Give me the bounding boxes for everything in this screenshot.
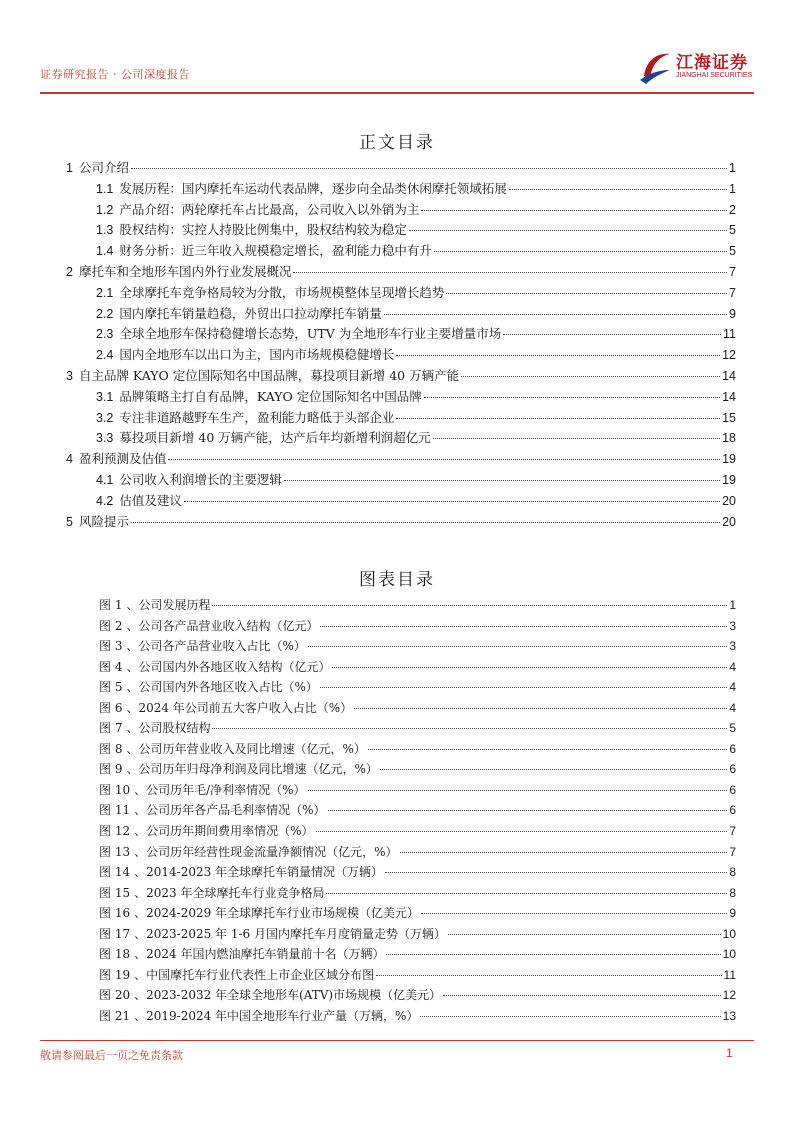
dot-leader <box>461 376 720 377</box>
dot-leader <box>421 913 727 914</box>
figure-entry[interactable] <box>99 944 736 965</box>
toc-entry-number: 1 <box>66 161 73 175</box>
toc-entry-number: 5 <box>66 514 73 529</box>
dot-leader <box>168 459 720 460</box>
dot-leader <box>380 769 727 770</box>
toc-entry-title: 全球全地形车保持稳健增长态势，UTV 为全地形车行业主要增量市场 <box>119 326 502 342</box>
figure-entry[interactable] <box>99 698 736 719</box>
toc-entry-number: 2 <box>66 264 73 279</box>
dot-leader <box>320 687 727 688</box>
figure-entry-page: 6 <box>729 782 736 797</box>
figure-entry-number: 图 10 <box>99 782 131 797</box>
toc-entry-page: 20 <box>722 514 736 529</box>
toc-entry-title: 公司收入利润增长的主要逻辑 <box>119 471 282 487</box>
dot-leader <box>509 189 727 190</box>
dot-leader <box>184 501 720 502</box>
figure-entry-number: 图 20 <box>99 988 131 1003</box>
figure-entry-title: 、2024-2029 年全球摩托车行业市场规模（亿美元） <box>134 906 420 921</box>
logo-subtitle: JIANGHAI SECURITIES <box>676 72 753 79</box>
figure-entry[interactable] <box>99 1006 736 1027</box>
toc-entry-title: 风险提示 <box>78 513 129 529</box>
figure-entry-number: 图 11 <box>99 803 131 818</box>
dot-leader <box>384 314 727 315</box>
figure-entry-number: 图 21 <box>99 1008 131 1023</box>
dot-leader <box>284 480 720 481</box>
figure-entry-number: 图 17 <box>99 926 131 941</box>
toc-entry-number: 1.4 <box>96 244 114 259</box>
disclaimer-note: 敬请参阅最后一页之免责条款 <box>40 1049 183 1062</box>
toc-entry-number: 1.2 <box>96 202 114 217</box>
toc-entry[interactable] <box>66 366 736 387</box>
toc-entry[interactable] <box>66 449 736 470</box>
figure-entry[interactable] <box>99 842 736 863</box>
figure-entry[interactable] <box>99 985 736 1006</box>
figure-entry-page: 6 <box>729 803 736 818</box>
figure-entry-title: 、公司国内外各地区收入占比（%） <box>126 680 318 695</box>
figure-entry[interactable] <box>99 636 736 657</box>
dot-leader <box>131 522 720 523</box>
dot-leader <box>400 852 728 853</box>
dot-leader <box>503 334 721 335</box>
figure-entry-title: 、公司发展历程 <box>126 598 211 612</box>
dot-leader <box>385 872 727 873</box>
toc-entry[interactable] <box>66 428 736 449</box>
toc-entry[interactable] <box>66 241 736 262</box>
figure-entry-page: 8 <box>729 865 736 880</box>
toc-entry-page: 1 <box>729 161 736 175</box>
dot-leader <box>420 1016 720 1017</box>
toc-entry-title: 全球摩托车竞争格局较为分散，市场规模整体呈现增长趋势 <box>119 284 445 300</box>
toc-entry-title: 公司介绍 <box>78 160 129 175</box>
figure-entry-page: 6 <box>729 762 736 777</box>
figure-entry[interactable] <box>99 821 736 842</box>
dot-leader <box>308 790 728 791</box>
toc-entry-title: 自主品牌 KAYO 定位国际知名中国品牌，募投项目新增 40 万辆产能 <box>78 367 460 383</box>
figure-entry[interactable] <box>99 924 736 945</box>
toc-entry[interactable] <box>66 304 736 325</box>
toc-entry[interactable] <box>66 262 736 283</box>
dot-leader <box>433 438 720 439</box>
figure-entry-number: 图 9 <box>99 762 123 777</box>
figure-entry-title: 、公司历年归母净利润及同比增速（亿元，%） <box>126 762 378 777</box>
figure-entry[interactable] <box>99 780 736 801</box>
figure-entry[interactable] <box>99 759 736 780</box>
figure-entry-title: 、公司股权结构 <box>126 721 211 736</box>
figure-entry-number: 图 13 <box>99 844 131 859</box>
toc-entry-page: 11 <box>723 327 736 342</box>
toc-entry-page: 18 <box>722 431 736 446</box>
figure-entry-number: 图 19 <box>99 967 131 982</box>
figure-entry-title: 、2014-2023 年全球摩托车销量情况（万辆） <box>134 865 384 880</box>
toc-entry-title: 品牌策略主打自有品牌，KAYO 定位国际知名中国品牌 <box>119 388 422 404</box>
dot-leader <box>320 626 727 627</box>
toc-entry-page: 19 <box>722 472 736 487</box>
toc-entry[interactable] <box>66 408 736 429</box>
toc-entry-title: 估值及建议 <box>119 492 182 508</box>
toc-entry-title: 募投项目新增 40 万辆产能，达产后年均新增利润超亿元 <box>119 430 431 446</box>
figure-entry-title: 、2023 年全球摩托车行业竞争格局 <box>134 885 325 900</box>
figure-entry-page: 13 <box>722 1008 736 1023</box>
figure-entry-number: 图 4 <box>99 659 123 674</box>
dot-leader <box>448 934 721 935</box>
dot-leader <box>212 605 727 606</box>
toc-entry-page: 14 <box>722 368 736 383</box>
figure-entry-page: 7 <box>729 844 736 859</box>
figure-entry[interactable] <box>99 862 736 883</box>
figure-entry-number: 图 14 <box>99 865 131 880</box>
toc-entry-page: 12 <box>722 348 736 363</box>
toc-entry-page: 1 <box>729 181 736 196</box>
toc-title: 正文目录 <box>359 133 435 153</box>
toc-entry[interactable] <box>66 283 736 304</box>
figure-entry-page: 7 <box>729 824 736 839</box>
figure-entry[interactable] <box>99 616 736 637</box>
figure-entry-number: 图 7 <box>99 721 123 736</box>
toc-entry-page: 2 <box>729 202 736 217</box>
figure-entry-page: 10 <box>722 947 736 962</box>
toc-entry-page: 7 <box>729 264 736 279</box>
toc-entry-page: 20 <box>722 493 736 508</box>
figure-entry-page: 11 <box>723 967 736 982</box>
logo-mark-icon <box>636 48 674 86</box>
toc-entry[interactable] <box>66 324 736 345</box>
toc-entry-number: 2.4 <box>96 348 114 363</box>
toc-entry[interactable] <box>66 512 736 533</box>
toc-entry-page: 5 <box>729 223 736 238</box>
figure-entry-page: 1 <box>729 598 736 612</box>
figure-entry-page: 6 <box>729 741 736 756</box>
dot-leader <box>409 230 727 231</box>
figure-entry-number: 图 12 <box>99 824 131 839</box>
toc-entry-number: 3.1 <box>96 389 114 404</box>
toc-entry-page: 14 <box>722 389 736 404</box>
dot-leader <box>424 397 720 398</box>
figure-entry-number: 图 6 <box>99 700 123 715</box>
toc-entry-number: 2.3 <box>96 327 114 342</box>
dot-leader <box>386 954 720 955</box>
toc-entry-title: 盈利预测及估值 <box>78 451 167 467</box>
dot-leader <box>326 893 727 894</box>
toc-entry-number: 3.2 <box>96 410 114 425</box>
figure-entry[interactable] <box>99 903 736 924</box>
figure-entry-title: 、2023-2032 年全球全地形车(ATV)市场规模（亿美元） <box>134 988 442 1003</box>
figure-entry-title: 、公司国内外各地区收入结构（亿元） <box>126 659 331 674</box>
figure-entry-title: 、公司历年经营性现金流量净额情况（亿元，%） <box>134 844 398 859</box>
toc-entry-title: 产品介绍：两轮摩托车占比最高，公司收入以外销为主 <box>119 201 420 217</box>
toc-entry[interactable] <box>66 470 736 491</box>
toc-entry[interactable] <box>66 158 736 179</box>
figure-entry[interactable] <box>99 739 736 760</box>
figure-entry-page: 8 <box>729 885 736 900</box>
figure-entry[interactable] <box>99 657 736 678</box>
toc-entry[interactable] <box>66 200 736 221</box>
toc-entry-title: 专注非道路越野车生产，盈利能力略低于头部企业 <box>119 409 395 425</box>
toc-entry-number: 2.2 <box>96 306 114 321</box>
toc-entry-title: 财务分析：近三年收入规模稳定增长，盈利能力稳中有升 <box>119 243 432 259</box>
dot-leader <box>396 355 720 356</box>
toc-entry-number: 3.3 <box>96 431 114 446</box>
figure-entry-number: 图 8 <box>99 741 123 756</box>
dot-leader <box>368 749 727 750</box>
figure-entry[interactable] <box>99 595 736 616</box>
figure-entry[interactable] <box>99 718 736 739</box>
figure-entry-page: 9 <box>729 906 736 921</box>
toc-entry[interactable] <box>66 179 736 200</box>
dot-leader <box>421 210 727 211</box>
figure-entry-page: 3 <box>729 639 736 654</box>
toc-entry-number: 4 <box>66 452 73 467</box>
page-number: 1 <box>726 1046 733 1060</box>
dot-leader <box>332 667 727 668</box>
toc-entry-title: 国内摩托车销量趋稳，外贸出口拉动摩托车销量 <box>119 305 382 321</box>
figure-entry-title: 、2019-2024 年中国全地形车行业产量（万辆，%） <box>134 1008 419 1023</box>
figure-entry-title: 、公司各产品营业收入结构（亿元） <box>126 618 319 633</box>
toc-entry-page: 15 <box>722 410 736 425</box>
figure-entry[interactable] <box>99 883 736 904</box>
figure-entry-title: 、公司历年期间费用率情况（%） <box>134 824 314 839</box>
toc-entry-title: 摩托车和全地形车国内外行业发展概况 <box>78 263 292 279</box>
toc-entry-number: 4.1 <box>96 472 114 487</box>
figure-entry-title: 、2024 年国内燃油摩托车销量前十名（万辆） <box>134 947 385 962</box>
figure-entry-page: 4 <box>729 700 736 715</box>
toc-entry-title: 股权结构：实控人持股比例集中，股权结构较为稳定 <box>119 222 407 238</box>
dot-leader <box>446 293 727 294</box>
figure-entry-page: 4 <box>729 659 736 674</box>
figure-entry[interactable] <box>99 965 736 986</box>
figure-entry-title: 、2024 年公司前五大客户收入占比（%） <box>126 700 353 715</box>
figure-entry-number: 图 5 <box>99 680 123 695</box>
toc-entry[interactable] <box>66 220 736 241</box>
dot-leader <box>434 251 727 252</box>
figure-entry-number: 图 1 <box>99 598 123 612</box>
header-divider <box>40 92 754 94</box>
dot-leader <box>396 418 720 419</box>
toc-entry-page: 5 <box>729 244 736 259</box>
dot-leader <box>293 272 727 273</box>
dot-leader <box>376 975 721 976</box>
figure-entry-page: 10 <box>722 926 736 941</box>
toc-list <box>66 158 736 532</box>
toc-entry[interactable] <box>66 345 736 366</box>
figures-list <box>99 595 736 1026</box>
dot-leader <box>308 646 727 647</box>
dot-leader <box>212 728 727 729</box>
figure-entry-title: 、公司历年毛/净利率情况（%） <box>134 782 306 797</box>
footer-divider <box>40 1040 754 1041</box>
dot-leader <box>316 831 728 832</box>
report-type-label: 证券研究报告 · 公司深度报告 <box>40 68 190 81</box>
dot-leader <box>354 708 727 709</box>
figure-entry-title: 、公司历年各产品毛利率情况（%） <box>134 803 326 818</box>
figure-entry-page: 5 <box>729 721 736 736</box>
toc-entry[interactable] <box>66 387 736 408</box>
dot-leader <box>443 995 721 996</box>
company-logo <box>636 48 756 88</box>
toc-entry-title: 国内全地形车以出口为主，国内市场规模稳健增长 <box>119 347 395 363</box>
figure-entry-number: 图 18 <box>99 947 131 962</box>
figure-entry-number: 图 2 <box>99 618 123 633</box>
figures-title: 图表目录 <box>359 570 435 590</box>
figure-entry-page: 12 <box>722 988 736 1003</box>
figure-entry-title: 、公司历年营业收入及同比增速（亿元，%） <box>126 741 366 756</box>
toc-entry-number: 4.2 <box>96 493 114 508</box>
figure-entry-page: 4 <box>729 680 736 695</box>
dot-leader <box>131 168 727 169</box>
figure-entry-title: 、2023-2025 年 1-6 月国内摩托车月度销量走势（万辆） <box>134 926 446 941</box>
toc-entry-number: 1.3 <box>96 223 114 238</box>
toc-entry[interactable] <box>66 491 736 512</box>
figure-entry-number: 图 16 <box>99 906 131 921</box>
toc-entry-title: 发展历程：国内摩托车运动代表品牌，逐步向全品类休闲摩托领域拓展 <box>119 180 507 196</box>
figure-entry-number: 图 3 <box>99 639 123 654</box>
toc-entry-number: 2.1 <box>96 285 114 300</box>
toc-entry-page: 7 <box>729 285 736 300</box>
toc-entry-number: 1.1 <box>96 181 114 196</box>
figure-entry-page: 3 <box>729 618 736 633</box>
figure-entry[interactable] <box>99 677 736 698</box>
toc-entry-number: 3 <box>66 368 73 383</box>
toc-entry-page: 19 <box>722 452 736 467</box>
logo-name: 江海证券 <box>676 53 748 73</box>
figure-entry-title: 、公司各产品营业收入占比（%） <box>126 639 306 654</box>
figure-entry-number: 图 15 <box>99 885 131 900</box>
dot-leader <box>328 810 728 811</box>
toc-entry-page: 9 <box>729 306 736 321</box>
figure-entry-title: 、中国摩托车行业代表性上市企业区域分布图 <box>134 967 375 982</box>
figure-entry[interactable] <box>99 800 736 821</box>
